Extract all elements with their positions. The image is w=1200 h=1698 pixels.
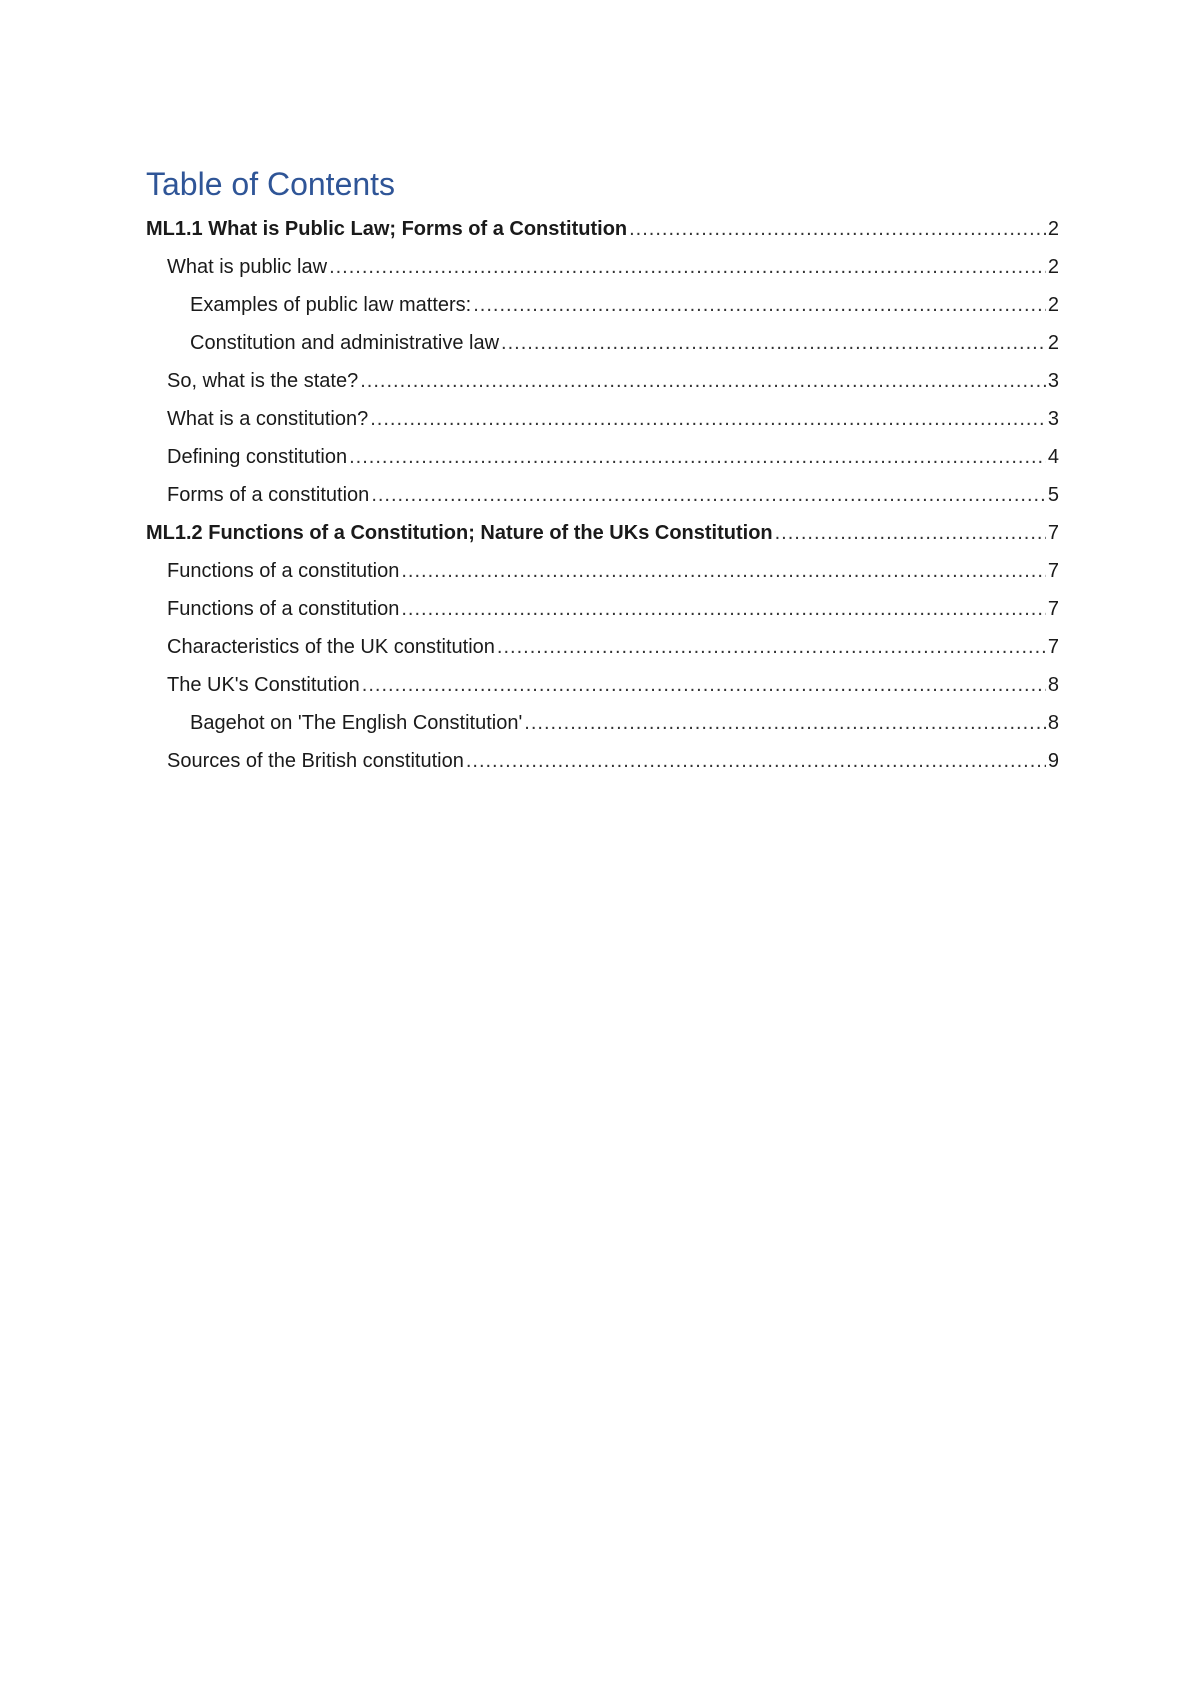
toc-entry[interactable] — [146, 362, 1059, 400]
toc-entry[interactable] — [146, 590, 1059, 628]
toc-entry[interactable] — [146, 286, 1059, 324]
toc-dot-leader — [473, 286, 1046, 324]
toc-entry-text: Examples of public law matters: — [190, 294, 472, 316]
toc-entry[interactable] — [146, 704, 1059, 742]
toc-entry[interactable] — [146, 438, 1059, 476]
toc-page-number: 7 — [1047, 560, 1059, 582]
toc-page-number: 2 — [1047, 218, 1059, 240]
toc-dot-leader — [401, 552, 1046, 590]
toc-entry[interactable] — [146, 210, 1059, 248]
toc-page-number: 7 — [1047, 598, 1059, 620]
toc-page-number: 9 — [1047, 750, 1059, 772]
toc-page-number: 5 — [1047, 484, 1059, 506]
toc-entry-text: What is a constitution? — [167, 408, 369, 430]
toc-entry-text: Defining constitution — [167, 446, 348, 468]
toc-page-number: 2 — [1047, 294, 1059, 316]
toc-dot-leader — [501, 324, 1046, 362]
toc-dot-leader — [349, 438, 1046, 476]
toc-page-number: 3 — [1047, 370, 1059, 392]
toc-dot-leader — [370, 400, 1046, 438]
toc-page-number: 4 — [1047, 446, 1059, 468]
toc-dot-leader — [371, 476, 1046, 514]
toc-dot-leader — [524, 704, 1046, 742]
toc-dot-leader — [329, 248, 1046, 286]
toc-page-number: 2 — [1047, 332, 1059, 354]
toc-entry[interactable] — [146, 666, 1059, 704]
toc-dot-leader — [497, 628, 1046, 666]
toc-entry-text: So, what is the state? — [167, 370, 359, 392]
toc-entry-text: Functions of a constitution — [167, 598, 400, 620]
toc-entry[interactable] — [146, 514, 1059, 552]
toc-entry[interactable] — [146, 476, 1059, 514]
toc-entry-text: Forms of a constitution — [167, 484, 370, 506]
toc-entry-text: Bagehot on 'The English Constitution' — [190, 712, 523, 734]
toc-page-number: 8 — [1047, 674, 1059, 696]
toc-entry[interactable] — [146, 552, 1059, 590]
toc-page-number: 3 — [1047, 408, 1059, 430]
toc-page-number: 7 — [1047, 522, 1059, 544]
toc-entry-text: ML1.2 Functions of a Constitution; Nature of the UKs Constitution — [146, 522, 773, 544]
toc-page-number: 2 — [1047, 256, 1059, 278]
toc-page-number: 8 — [1047, 712, 1059, 734]
toc-dot-leader — [629, 210, 1046, 248]
toc-entry-text: Constitution and administrative law — [190, 332, 500, 354]
toc-dot-leader — [401, 590, 1046, 628]
toc-entry-text: Characteristics of the UK constitution — [167, 636, 495, 658]
toc-title: Table of Contents — [146, 166, 396, 202]
toc-entry-text: What is public law — [167, 256, 328, 278]
toc-entry[interactable] — [146, 324, 1059, 362]
toc-entry[interactable] — [146, 400, 1059, 438]
toc-dot-leader — [362, 666, 1046, 704]
toc-entry-text: The UK's Constitution — [167, 674, 360, 696]
toc-entry[interactable] — [146, 248, 1059, 286]
toc-dot-leader — [360, 362, 1046, 400]
table-of-contents — [146, 168, 1059, 780]
toc-entry-text: ML1.1 What is Public Law; Forms of a Constitution — [146, 218, 628, 240]
toc-entry-text: Sources of the British constitution — [167, 750, 464, 772]
toc-entry[interactable] — [146, 628, 1059, 666]
toc-list — [146, 210, 1059, 780]
toc-entry[interactable] — [146, 742, 1059, 780]
toc-dot-leader — [466, 742, 1046, 780]
toc-page-number: 7 — [1047, 636, 1059, 658]
toc-dot-leader — [775, 514, 1046, 552]
toc-entry-text: Functions of a constitution — [167, 560, 400, 582]
